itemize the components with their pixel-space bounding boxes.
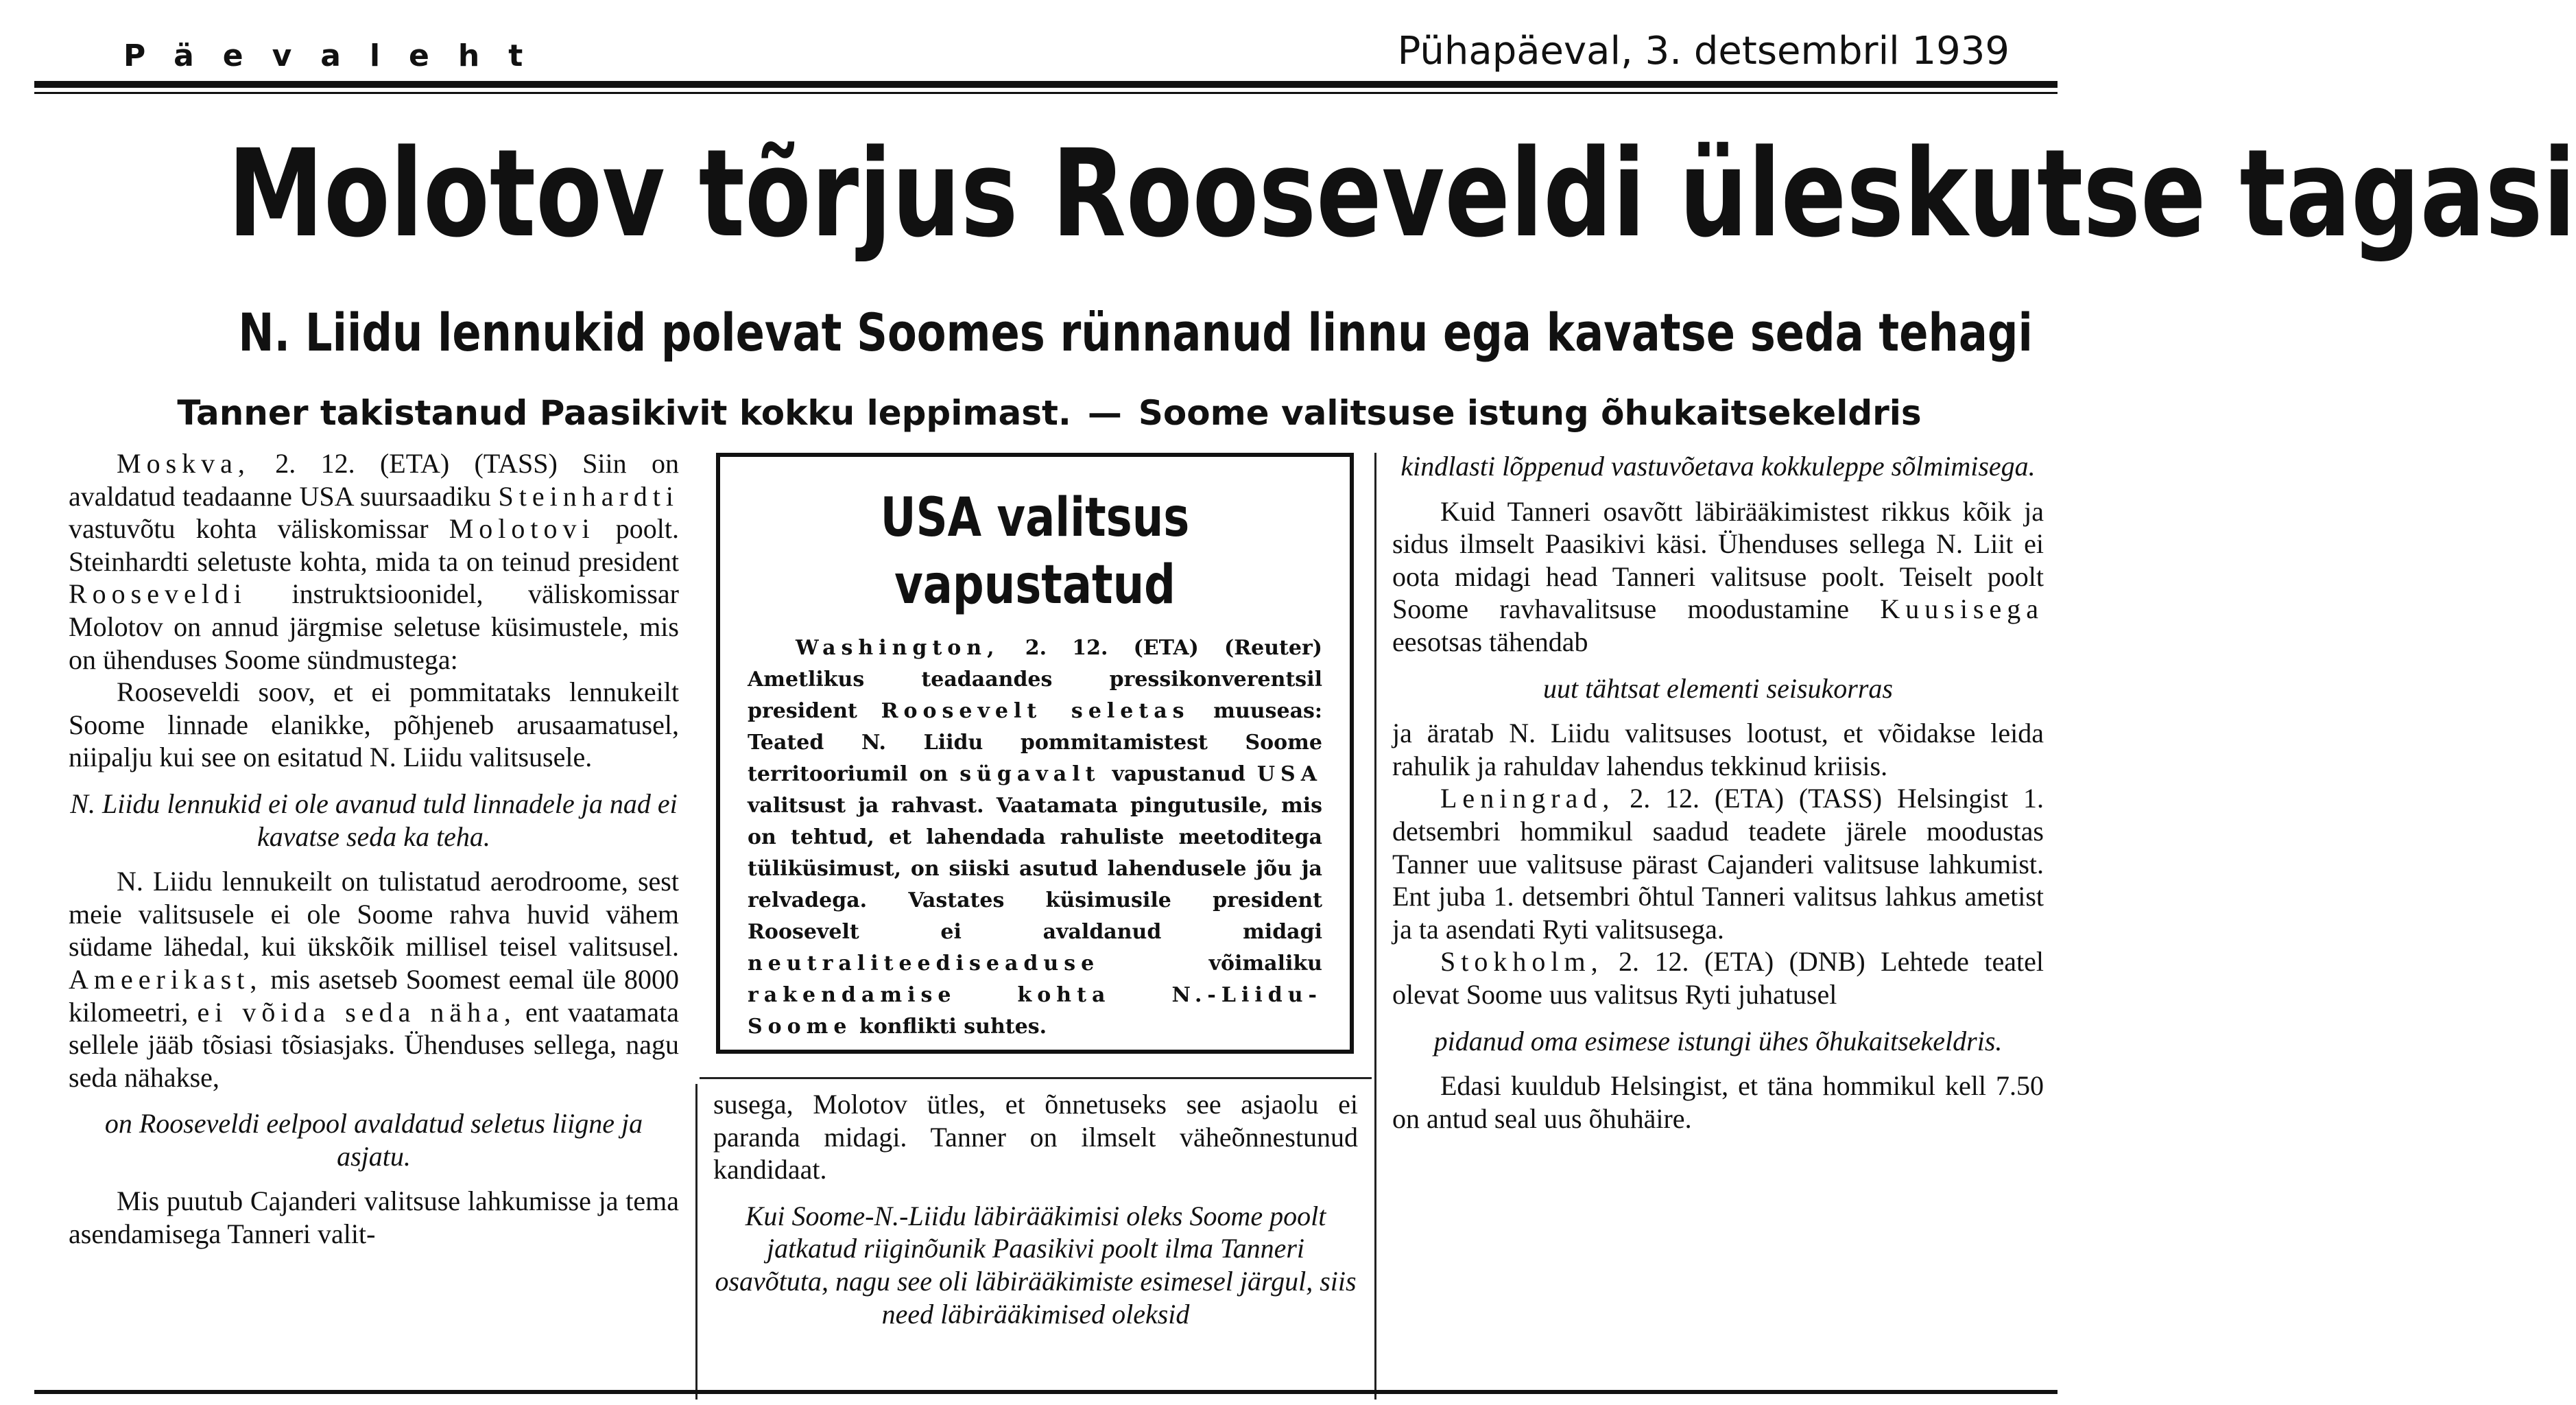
subheadline: N. Liidu lennukid polevat Soomes rünnanud linnu ega kavatse seda tehagi [238,302,2033,363]
subheading: uut tähtsat elementi seisukorras [1543,672,1893,704]
article-paragraph [748,633,1322,1043]
deck [103,386,1996,440]
box-body [748,633,1322,1043]
dateline: Leningrad, [1440,783,1615,814]
paragraph-text: muuseas: Teated N. Liidu pommitamistest Soome territooriumil on [748,699,1322,786]
dateline: Washington, [796,636,1000,660]
dateline: Stokholm, [1440,946,1603,978]
article-paragraph: ja äratab N. Liidu valitsuses lootust, et võidakse leida rahulik ja rahuldav lahendus tekkinud kriisis. [1392,718,2044,781]
paragraph-text: 2. 12. (ETA) (DNB) Lehtede teatel olevat Soome uus valitsus Ryti juhatusel [1392,946,2044,1010]
paragraph-text: eesotsas tähendab [1392,626,1588,657]
right-column [1392,450,2044,1135]
paragraph-text: poolt. Steinhardti seletuste kohta, mida ta on teinud president [69,513,679,577]
paragraph-text: vapustanud [1100,762,1257,786]
spaced-text: ei võida seda näha, [197,996,516,1028]
dateline: Moskva, [117,448,250,479]
article-paragraph [69,447,679,676]
subheading: on Rooseveldi eelpool avaldatud seletus liigne ja asjatu. [104,1108,643,1172]
box-title: USA valitsus vapustatud [880,487,1190,616]
paragraph-text: võimaliku [1099,952,1322,976]
paragraph-text: 2. 12. (ETA) (TASS) Siin on avaldatud teadaanne USA suursaadiku [69,448,679,512]
left-column [69,447,679,1251]
middle-divider [700,1077,1372,1079]
subheading: kindlasti lõppenud vastuvõetava kokkuleppe sõlmimisega. [1400,451,2036,482]
article-paragraph [1392,495,2044,659]
paragraph-text: valitsust ja rahvast. Vaatamata pingutusile, mis on tehtud, et lahendada rahuliste meetoditega tüliküsimust, on siiski asutud lahendusele jõu ja relvadega. Vastates küsimusile president Roosevelt ei avaldanud midagi [748,794,1322,944]
article-paragraph [69,865,679,1094]
boxed-article [716,453,1354,1054]
paragraph-text: vastuvõtu kohta väliskomissar [69,513,449,545]
middle-column [713,1088,1358,1343]
deck-left: Tanner takistanud Paasikivit kokku leppimast. [177,393,1071,433]
column-rule [1374,453,1376,1400]
masthead-rule-thick [34,81,2058,88]
deck-dash: — [1087,393,1122,433]
spaced-text: Roosevelt seletas [881,699,1190,723]
article-paragraph: Mis puutub Cajanderi valitsuse lahkumisse ja tema asendamisega Tanneri valit- [69,1185,679,1250]
subheading: N. Liidu lennukid ei ole avanud tuld linnadele ja nad ei kavatse seda ka teha. [70,788,678,852]
paragraph-text: instruktsioonidel, väliskomissar Molotov on annud järgmise seletuse küsimustele, mis on ühenduses Soome sündmustega: [69,578,679,675]
bottom-rule [34,1390,2058,1394]
paragraph-text: 2. 12. (ETA) (TASS) Helsingist 1. detsembri hommikul saadud teadete järele moodustas Tanner uue valitsuse pärast Cajanderi valitsuse lahkumist. Ent juba 1. detsembri õhtul Tanneri valitsus lahkus ametist ja ta asendati Ryti valitsusega. [1392,783,2044,945]
paragraph-text: ent vaatamata sellele jääb tõsiasi tõsiasjaks. Ühenduses sellega, nagu seda nähakse, [69,996,679,1093]
masthead-rule-thin [34,92,2058,94]
deck-right: Soome valitsuse istung õhukaitsekeldris [1138,393,1922,433]
spaced-text: rakendamise kohta N.-Liidu-Soome [748,983,1322,1039]
column-rule [695,1084,697,1400]
paragraph-text: konflikti suhtes. [852,1015,1047,1039]
article-paragraph: susega, Molotov ütles, et õnnetuseks see asjaolu ei paranda midagi. Tanner on ilmselt väheõnnestunud kandidaat. [713,1089,1358,1185]
article-paragraph: Rooseveldi soov, et ei pommitataks lennukeilt Soome linnade elanikke, põhjeneb arusaamatusel, niipalju kui see on esitatud N. Liidu valitsusele. [69,676,679,773]
spaced-name: Ameerikast, [69,963,263,995]
headline: Molotov tõrjus Rooseveldi üleskutse tagasi [228,123,2576,264]
article-paragraph [1392,782,2044,945]
paragraph-text: N. Liidu lennukeilt on tulistatud aerodroome, sest meie valitsusele ei ole Soome rahva huvid vähem südame lähedal, kui ükskõik millisel teisel valitsusel. [69,866,679,963]
masthead [0,0,2110,89]
spaced-name: Kuusisega [1880,593,2044,625]
subheading: Kui Soome-N.-Liidu läbirääkimisi oleks Soome poolt jatkatud riiginõunik Paasikivi poolt ilma Tanneri osavõtuta, nagu see oli läbirääkimiste esimesel järgul, siis need läbirääkimised oleksid [715,1200,1357,1330]
issue-date: Pühapäeval, 3. detsembril 1939 [1397,29,2009,73]
spaced-text: neutraliteediseaduse [748,952,1100,976]
spaced-name: Steinhardti [498,480,679,512]
subheading: pidanud oma esimese istungi ühes õhukaitsekeldris. [1433,1025,2003,1056]
spaced-name: Molotovi [449,513,595,545]
paragraph-text: Kuid Tanneri osavõtt läbirääkimistest rikkus kõik ja sidus ilmselt Paasikivi käsi. Ühenduses sellega N. Liit ei oota midagi head Tanneri valitsuse poolt. Teiselt poolt Soome ravhavalitsuse moodustamine [1392,495,2044,625]
paragraph-text: mis asetseb Soomest eemal üle 8000 kilomeetri, [69,963,679,1028]
article-paragraph [1392,945,2044,1011]
spaced-text: sügavalt [959,762,1101,786]
article-paragraph: Edasi kuuldub Helsingist, et täna hommikul kell 7.50 on antud seal uus õhuhäire. [1392,1070,2044,1134]
spaced-name: Rooseveldi [69,578,247,610]
paragraph-text: 2. 12. (ETA) (Reuter) Ametlikus teadaandes pressikonverentsil president [748,636,1322,723]
newspaper-name: Päevaleht [123,38,552,73]
spaced-text: USA [1256,762,1322,786]
